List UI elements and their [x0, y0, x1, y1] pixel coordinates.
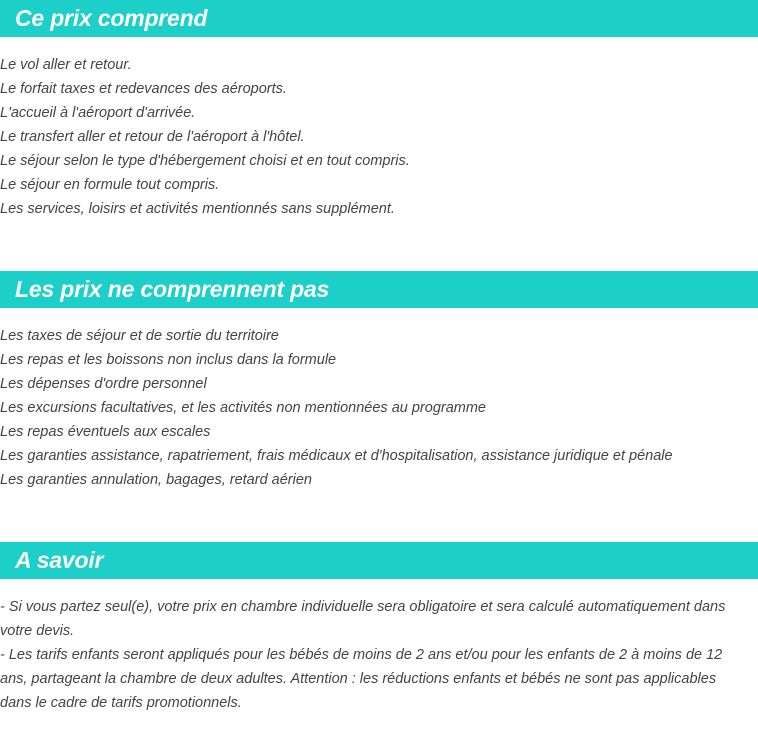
- list-item: Les taxes de séjour et de sortie du territoire: [0, 328, 279, 344]
- section-title: Ce prix comprend: [15, 5, 208, 31]
- section-title: Les prix ne comprennent pas: [15, 276, 330, 302]
- section-title: A savoir: [15, 547, 104, 573]
- list-item: Les dépenses d'ordre personnel: [0, 376, 207, 392]
- section-good-to-know: [0, 542, 758, 715]
- list-item: Le séjour en formule tout compris.: [0, 177, 220, 193]
- list-item: Le séjour selon le type d'hébergement choisi et en tout compris.: [0, 153, 410, 169]
- section-header-price-includes: [0, 0, 758, 37]
- info-body: [0, 595, 758, 715]
- list-item: Les excursions facultatives, et les activités non mentionnées au programme: [0, 400, 486, 416]
- list-item: Les repas et les boissons non inclus dans la formule: [0, 352, 337, 368]
- list-item: Le vol aller et retour.: [0, 57, 132, 73]
- list-item: Les garanties annulation, bagages, retard aérien: [0, 472, 312, 488]
- section-header-good-to-know: [0, 542, 758, 579]
- section-header-price-excludes: [0, 271, 758, 308]
- list-item: Les repas éventuels aux escales: [0, 424, 211, 440]
- section-price-includes: [0, 0, 758, 221]
- included-list: [0, 53, 758, 221]
- excluded-list: [0, 324, 758, 492]
- section-price-excludes: [0, 271, 758, 492]
- list-item: Les garanties assistance, rapatriement, frais médicaux et d'hospitalisation, assistance juridique et pénale: [0, 448, 673, 464]
- info-paragraph-child-rates: - Les tarifs enfants seront appliqués pour les bébés de moins de 2 ans et/ou pour les enfants de 2 à moins de 12 ans, partageant la chambre de deux adultes. Attention : les réductions enfants et bébés ne sont pas applicables dans le cadre de tarifs promotionnels.: [0, 647, 723, 711]
- list-item: Les services, loisirs et activités mentionnés sans supplément.: [0, 201, 395, 217]
- list-item: Le transfert aller et retour de l'aéroport à l'hôtel.: [0, 129, 305, 145]
- info-paragraph-single-traveler: - Si vous partez seul(e), votre prix en chambre individuelle sera obligatoire et sera calculé automatiquement dans votre devis.: [0, 599, 726, 639]
- list-item: L'accueil à l'aéroport d'arrivée.: [0, 105, 196, 121]
- list-item: Le forfait taxes et redevances des aéroports.: [0, 81, 287, 97]
